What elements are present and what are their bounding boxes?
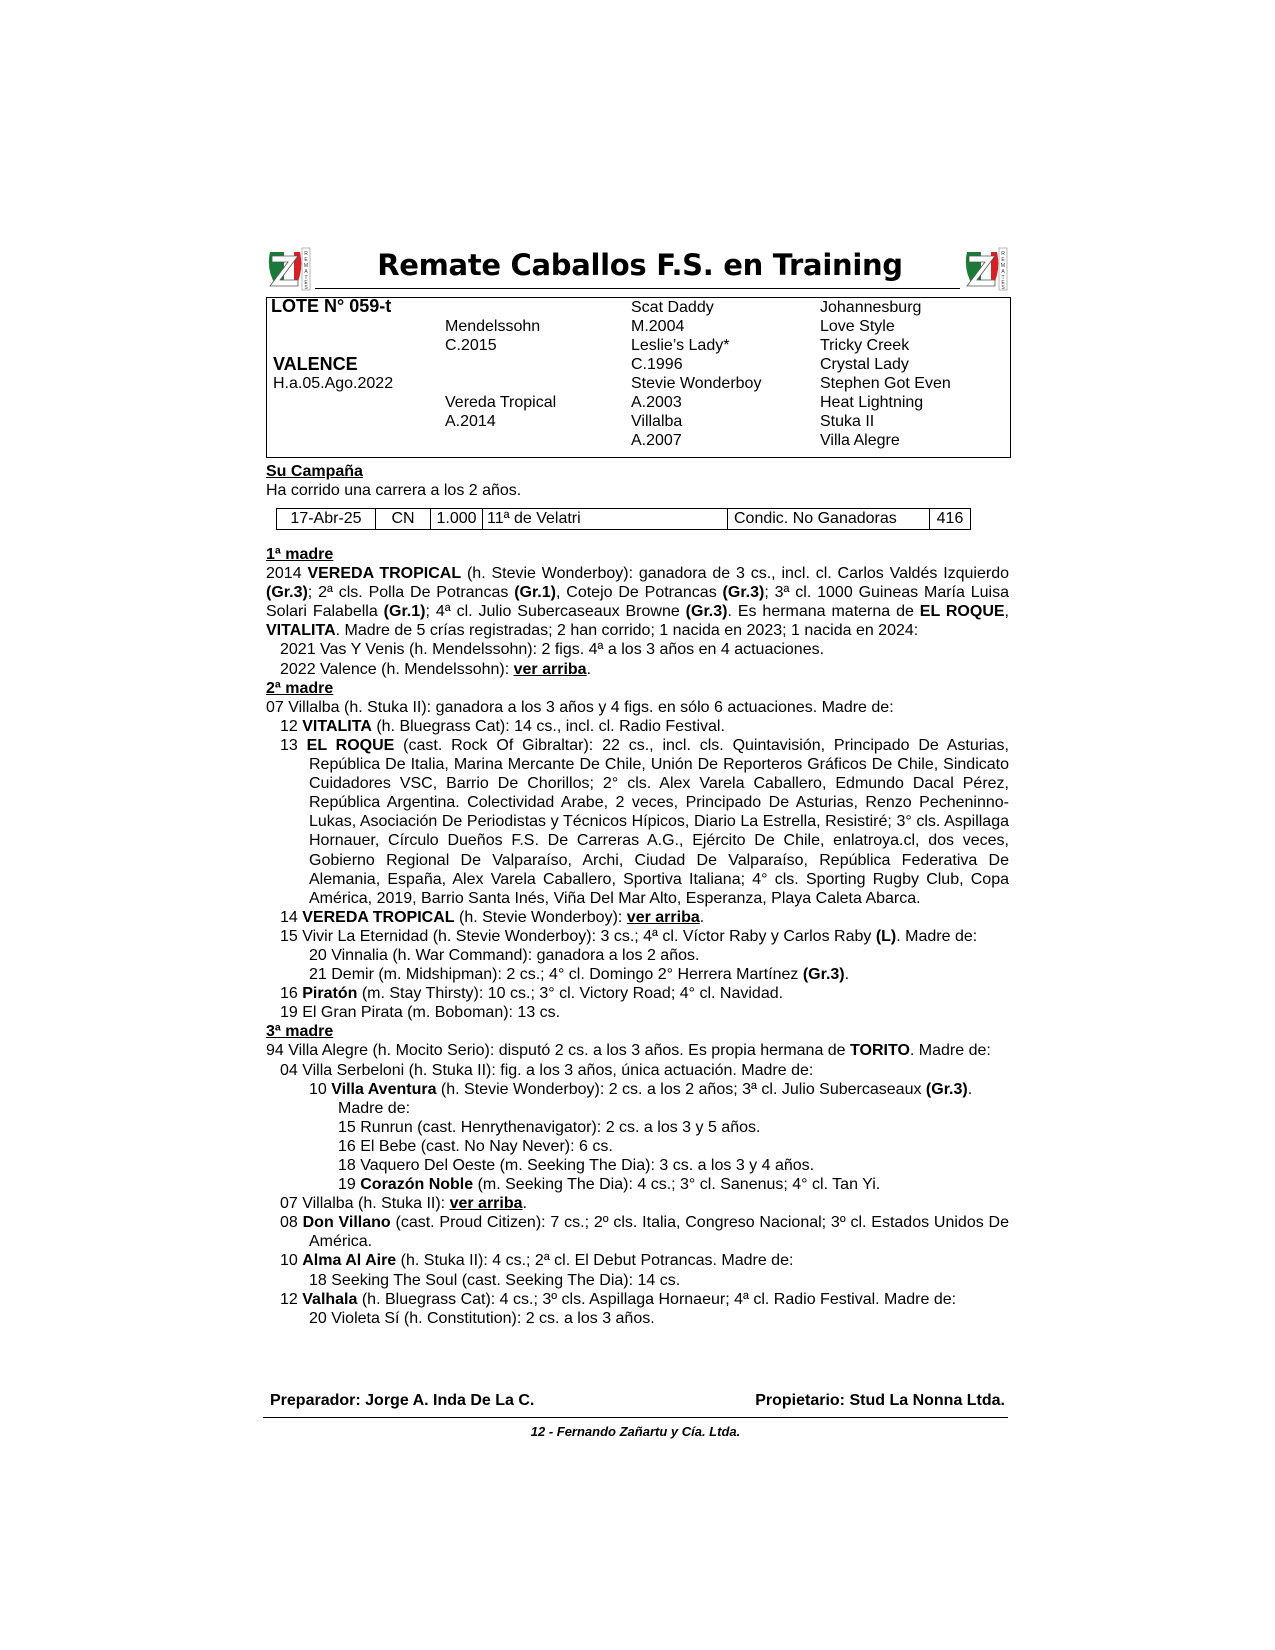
offspring-line: 13 EL ROQUE (cast. Rock Of Gibraltar): 22 cs., incl. cls. Quintavisión, Principado De Asturias, República De Italia, Marina Mercante De Chile, Unión De Reporteros Gráficos De Chile, Sindicato Cuidadores VSC, Barrio De Chorillos; 2° cls. Alex Varela Caballero, Edmundo Dacal Pérez, República Argentina. Colectividad Arabe, 2 veces, Principado De Asturias, Renzo Pecheninno-Lukas, Asociación De Periodistas y Técnicos Hípicos, Diario La Estrella, Resistiré; 3° cls. Aspillaga Hornauer, Círculo Dueños F.S. De Carreras A.G., Ejército De Chile, enlatroya.cl, dos veces, Gobierno Regional De Valparaíso, Archi, Ciudad De Valparaíso, República Federativa De Alemania, España, Alex Varela Caballero, Sportiva Italiana; 4° cls. Sporting Rugby Club, Copa América, 2019, Barrio Santa Inés, Viña Del Mar Alto, Esperanza, Playa Caleta Abarca.	[280, 736, 1009, 907]
gen3-name: Leslie’s Lady*	[631, 337, 730, 354]
offspring-line: 20 Violeta Sí (h. Constitution): 2 cs. a los 3 años.	[309, 1309, 655, 1327]
svg-text:R: R	[304, 251, 308, 257]
lote-number: LOTE N° 059-t	[271, 296, 392, 316]
gen4-name: Heat Lightning	[820, 394, 924, 411]
race-date: 17-Abr-25	[277, 509, 376, 529]
campaign-heading: Su Campaña	[266, 463, 363, 480]
trainer-label: Preparador: Jorge A. Inda De La C.	[270, 1392, 535, 1409]
gen3-year: A.2003	[631, 394, 682, 411]
offspring-line: 15 Vivir La Eternidad (h. Stevie Wonderboy): 3 cs.; 4ª cl. Víctor Raby y Carlos Raby (L). Madre de:	[280, 927, 978, 945]
offspring-line: 16 Piratón (m. Stay Thirsty): 10 cs.; 3° cl. Victory Road; 4° cl. Navidad.	[280, 985, 784, 1003]
gen3-name: Villalba	[631, 413, 683, 430]
race-condition: Condic. No Ganadoras	[728, 509, 930, 529]
race-number: 416	[936, 510, 964, 527]
gen3-year: C.1996	[631, 356, 683, 373]
horse-name: VALENCE	[273, 354, 358, 374]
dam-year: A.2014	[445, 413, 496, 430]
offspring-line: 16 El Bebe (cast. No Nay Never): 6 cs.	[338, 1137, 613, 1155]
sire-year: C.2015	[445, 337, 497, 354]
dam-name: Vereda Tropical	[445, 394, 557, 411]
offspring-line: 18 Seeking The Soul (cast. Seeking The Dia): 14 cs.	[309, 1271, 681, 1289]
race-result: 11ª de Velatri	[483, 509, 728, 529]
offspring-line: 19 Corazón Noble (m. Seeking The Dia): 4 cs.; 3° cl. Sanenus; 4° cl. Tan Yi.	[338, 1176, 881, 1194]
race-track: CN	[376, 509, 431, 529]
svg-text:E: E	[1001, 280, 1005, 286]
race-distance: 1.000	[431, 509, 483, 529]
section-heading: 3ª madre	[266, 1023, 334, 1041]
offspring-line: 2022 Valence (h. Mendelssohn): ver arriba.	[280, 660, 592, 678]
svg-text:M: M	[303, 263, 309, 269]
offspring-line: 14 VEREDA TROPICAL (h. Stevie Wonderboy): ver arriba.	[280, 908, 705, 926]
svg-text:R: R	[1001, 251, 1005, 257]
gen4-name: Villa Alegre	[820, 432, 900, 449]
svg-text:S: S	[304, 285, 308, 291]
svg-text:T: T	[1001, 275, 1005, 281]
dam-paragraph: 2014 VEREDA TROPICAL (h. Stevie Wonderboy): ganadora de 3 cs., incl. cl. Carlos Valdés Izquierdo (Gr.3); 2ª cls. Polla De Potrancas (Gr.1), Cotejo De Potrancas (Gr.3); 3ª cl. 1000 Guineas María Luisa Solari Falabella (Gr.1); 4ª cl. Julio Subercaseaux Browne (Gr.3). Es hermana materna de EL ROQUE, VITALITA. Madre de 5 crías registradas; 2 han corrido; 1 nacida en 2023; 1 nacida en 2024:	[266, 565, 1010, 640]
owner-label: Propietario: Stud La Nonna Ltda.	[755, 1392, 1005, 1409]
svg-text:M: M	[1000, 263, 1006, 269]
offspring-line: 10 Villa Aventura (h. Stevie Wonderboy): 2 cs. a los 2 años; 3ª cl. Julio Subercaseaux (Gr.3). Madre de:	[309, 1080, 973, 1117]
svg-text:S: S	[1001, 285, 1005, 291]
svg-text:A: A	[304, 269, 308, 275]
gen4-name: Crystal Lady	[820, 356, 909, 373]
remates-logo-icon	[961, 246, 1013, 292]
svg-text:E: E	[1001, 257, 1005, 263]
offspring-line: 10 Alma Al Aire (h. Stuka II): 4 cs.; 2ª cl. El Debut Potrancas. Madre de:	[280, 1252, 794, 1270]
svg-text:T: T	[304, 275, 308, 281]
section-heading: 2ª madre	[266, 679, 334, 697]
remates-logo-icon	[264, 246, 316, 292]
offspring-line: 08 Don Villano (cast. Proud Citizen): 7 cs.; 2º cls. Italia, Congreso Nacional; 3º cl. Estados Unidos De América.	[280, 1214, 1009, 1251]
offspring-line: 2021 Vas Y Venis (h. Mendelssohn): 2 figs. 4ª a los 3 años en 4 actuaciones.	[280, 641, 825, 659]
horse-birth: H.a.05.Ago.2022	[273, 375, 394, 392]
race-table	[276, 508, 971, 530]
offspring-line: 21 Demir (m. Midshipman): 2 cs.; 4° cl. Domingo 2° Herrera Martínez (Gr.3).	[309, 966, 850, 984]
granddam-line: 07 Villalba (h. Stuka II): ganadora a los 3 años y 4 figs. en sólo 6 actuaciones. Madre de:	[266, 698, 894, 716]
gen4-name: Love Style	[820, 318, 895, 335]
page-footer: 12 - Fernando Zañartu y Cía. Ltda.	[530, 1424, 741, 1439]
sire-name: Mendelssohn	[445, 318, 541, 335]
pedigree-box	[266, 297, 1011, 458]
svg-text:A: A	[1001, 269, 1005, 275]
offspring-line: 12 VITALITA (h. Bluegrass Cat): 14 cs., incl. cl. Radio Festival.	[280, 717, 725, 735]
granddam-line: 94 Villa Alegre (h. Mocito Serio): disputó 2 cs. a los 3 años. Es propia hermana de TORITO. Madre de:	[266, 1042, 991, 1060]
offspring-line: 12 Valhala (h. Bluegrass Cat): 4 cs.; 3º cls. Aspillaga Hornaeur; 4ª cl. Radio Festival. Madre de:	[280, 1290, 957, 1308]
offspring-line: 19 El Gran Pirata (m. Boboman): 13 cs.	[280, 1004, 561, 1022]
svg-text:E: E	[304, 280, 308, 286]
offspring-line: 04 Villa Serbeloni (h. Stuka II): fig. a los 3 años, única actuación. Madre de:	[280, 1061, 814, 1079]
title-underline	[315, 288, 960, 289]
offspring-line: 20 Vinnalia (h. War Command): ganadora a los 2 años.	[309, 946, 700, 964]
gen3-name: Scat Daddy	[631, 299, 714, 316]
gen4-name: Tricky Creek	[820, 337, 910, 354]
offspring-line: 15 Runrun (cast. Henrythenavigator): 2 cs. a los 3 y 5 años.	[338, 1118, 761, 1136]
svg-text:E: E	[304, 257, 308, 263]
gen4-name: Johannesburg	[820, 299, 922, 316]
page-title: Remate Caballos F.S. en Training	[377, 248, 903, 282]
pedigree-notes	[266, 545, 1009, 1328]
section-heading: 1ª madre	[266, 546, 334, 563]
gen3-name: Stevie Wonderboy	[631, 375, 762, 392]
footer-rule	[263, 1417, 1008, 1418]
gen3-year: A.2007	[631, 432, 682, 449]
offspring-line: 18 Vaquero Del Oeste (m. Seeking The Dia): 3 cs. a los 3 y 4 años.	[338, 1157, 815, 1174]
gen4-name: Stephen Got Even	[820, 375, 951, 392]
offspring-line: 07 Villalba (h. Stuka II): ver arriba.	[280, 1195, 527, 1213]
campaign-text: Ha corrido una carrera a los 2 años.	[266, 482, 522, 499]
gen3-year: M.2004	[631, 318, 685, 335]
gen4-name: Stuka II	[820, 413, 875, 430]
